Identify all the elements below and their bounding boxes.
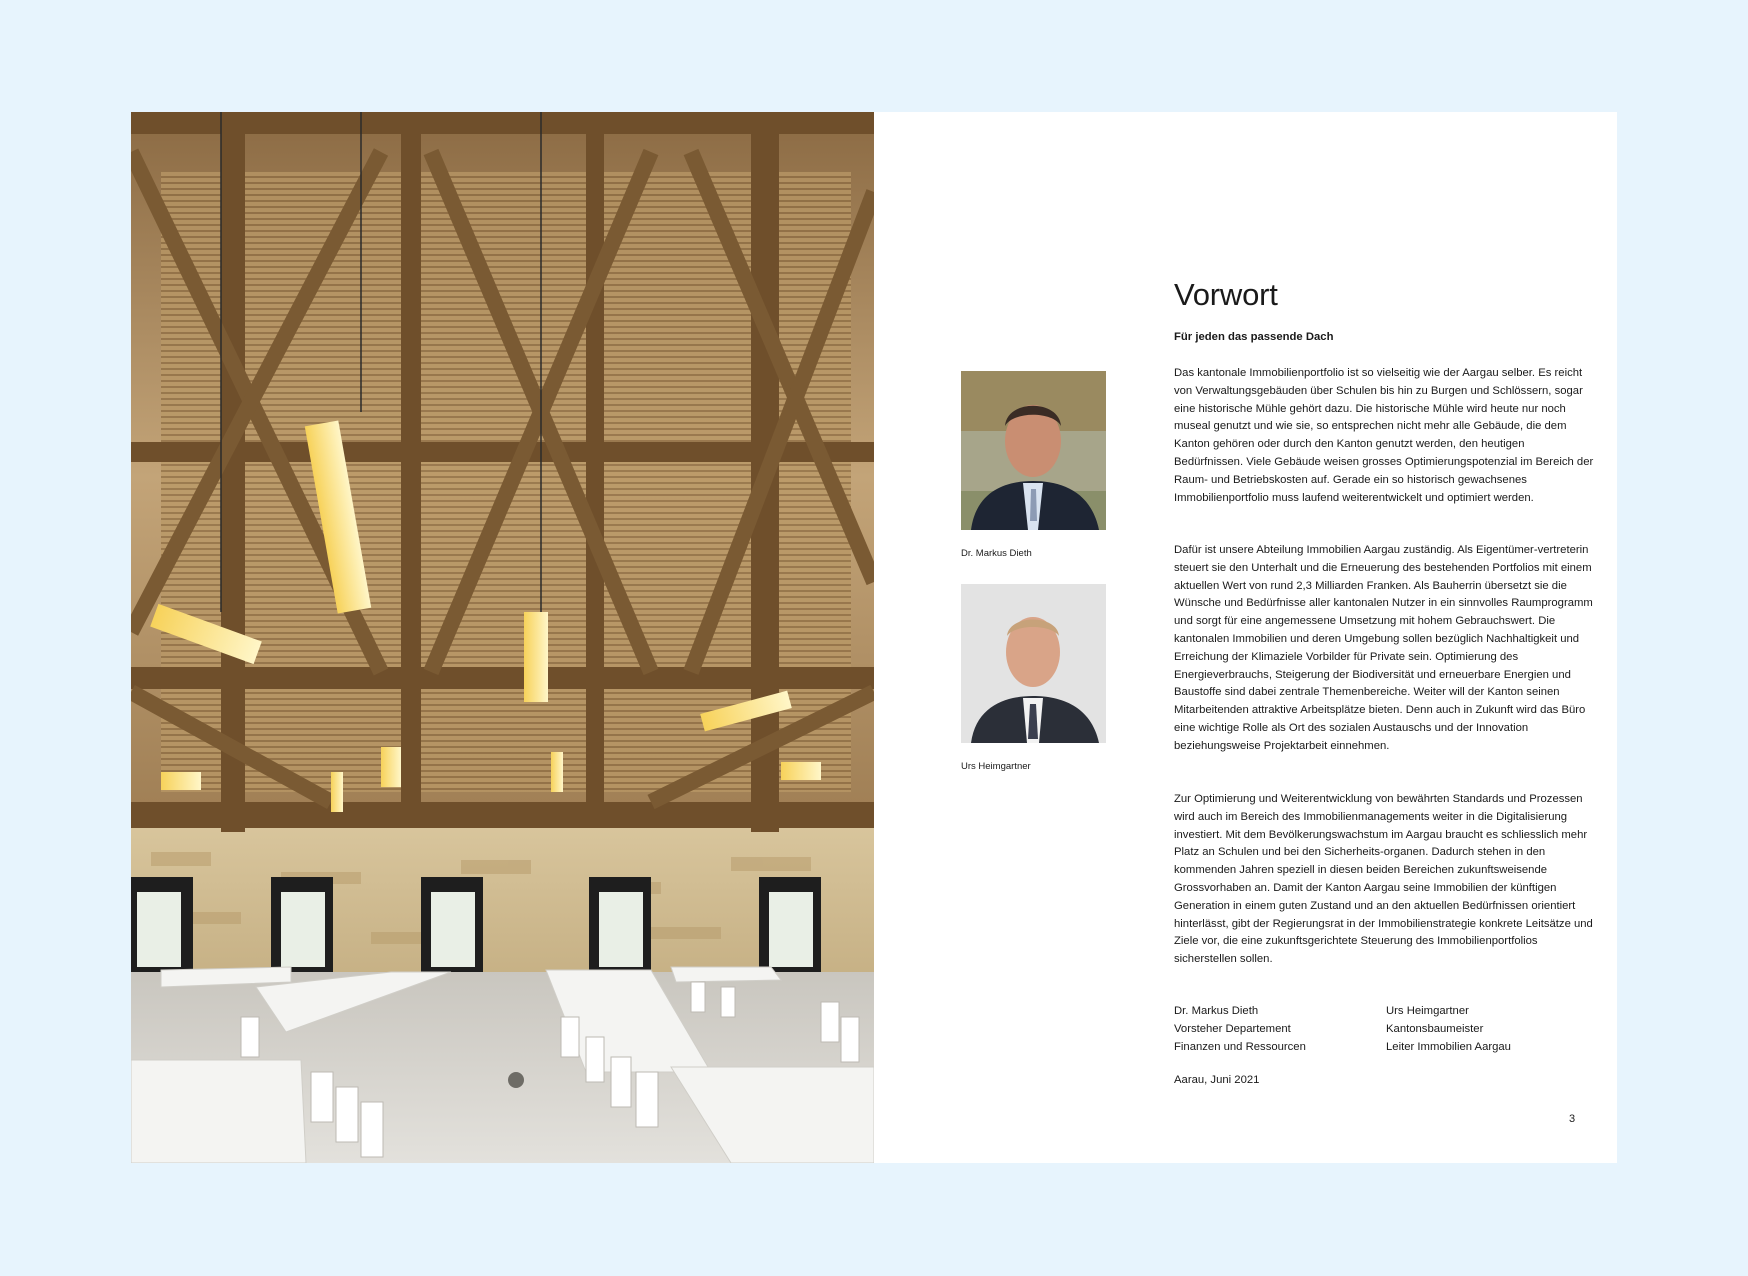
signature-name: Urs Heimgartner — [1386, 1005, 1469, 1017]
paragraph — [1174, 542, 1596, 756]
signature-role: Vorsteher Departement — [1174, 1022, 1291, 1035]
portrait-markus-dieth — [961, 371, 1106, 530]
paragraph-text: Dafür ist unsere Abteilung Immobilien Aargau zuständig. Als Eigentümer-vertreterin steuert sie den Unterhalt und die Erneuerung des bestehenden Portfolios mit einem aktuellen Wert von rund 2,3 Milliarden Franken. Als Bauherrin übersetzt sie die Wünsche und Bedürfnisse aller kantonalen Nutzer in ein sinnvolles Raumprogramm und sorgt für eine angemessene Umsetzung mit hohem Gebrauchswert. Die kantonalen Immobilien und deren Umgebung sollen bezüglich Nachhaltigkeit und Erreichung der Klimaziele Vorbilder für Private sein. Optimierung des Energieverbrauchs, Steigerung der Biodiversität und erneuerbare Energien und Baustoffe sind dabei zentrale Themenbereiche. Weiter will der Kanton seinen Mitarbeitenden attraktive Arbeitsplätze bieten. Denn auch in Zukunft wird das Büro eine wichtige Rolle als Ort des sozialen Austauschs und der Innovation beziehungsweise Projektarbeit einnehmen. — [1174, 544, 1593, 752]
brochure-spread — [131, 112, 1617, 1163]
paragraph — [1174, 791, 1596, 969]
signature-name: Dr. Markus Dieth — [1174, 1005, 1259, 1017]
signature-block — [1174, 1003, 1306, 1056]
hall-photo — [131, 112, 874, 1163]
place-date: Aarau, Juni 2021 — [1174, 1074, 1260, 1086]
text-page — [874, 112, 1617, 1163]
portrait-caption: Dr. Markus Dieth — [961, 548, 1032, 559]
portrait-caption: Urs Heimgartner — [961, 761, 1031, 772]
paragraph — [1174, 365, 1596, 507]
paragraph-text: Das kantonale Immobilienportfolio ist so vielseitig wie der Aargau selber. Es reicht von Verwaltungsgebäuden über Schulen bis hin zu Burgen und Schlössern, sogar eine historische Mühle gehört dazu. Die historische Mühle wird heute nur noch museal genutzt und wie sie, so entsprechen nicht mehr alle Gebäude, die dem Kanton gehören oder durch den Kanton genutzt werden, den heutigen Bedürfnissen. Viele Gebäude weisen grosses Optimierungspotenzial im Bereich der Raum- und Betriebskosten auf. Gerade ein so historisch gewachsenes Immobilienportfolio muss laufend weiterentwickelt und optimiert werden. — [1174, 367, 1594, 504]
page-title: Vorwort — [1174, 277, 1278, 312]
paragraph-text: Zur Optimierung und Weiterentwicklung von bewährten Standards und Prozessen wird auch im Bereich des Immobilienmanagements weiter in die Digitalisierung investiert. Mit dem Bevölkerungswachstum im Aargau braucht es schliesslich mehr Platz an Schulen und bei den Sicherheits-organen. Dadurch stehen in den kommenden Jahren speziell in diesen beiden Bereichen zukunftsweisende Grossvorhaben an. Damit der Kanton Aargau seine Immobilien der künftigen Generation in einem guten Zustand und an den aktuellen Bedürfnissen orientiert hinterlässt, gibt der Regierungsrat in der Immobilienstrategie konkrete Leitsätze und Ziele vor, die eine zukunftsgerichtete Steuerung des Immobilienportfolios sicherstellen sollen. — [1174, 793, 1593, 966]
page-subtitle: Für jeden das passende Dach — [1174, 331, 1334, 343]
signature-role: Leiter Immobilien Aargau — [1386, 1040, 1511, 1053]
portrait-urs-heimgartner-image — [961, 584, 1106, 743]
signature-role: Kantonsbaumeister — [1386, 1022, 1484, 1035]
hall-photo-illustration — [131, 112, 874, 1163]
portrait-urs-heimgartner — [961, 584, 1106, 743]
portrait-markus-dieth-image — [961, 371, 1106, 530]
page-number: 3 — [1569, 1113, 1576, 1125]
signature-block — [1386, 1003, 1511, 1056]
signature-role: Finanzen und Ressourcen — [1174, 1040, 1306, 1053]
